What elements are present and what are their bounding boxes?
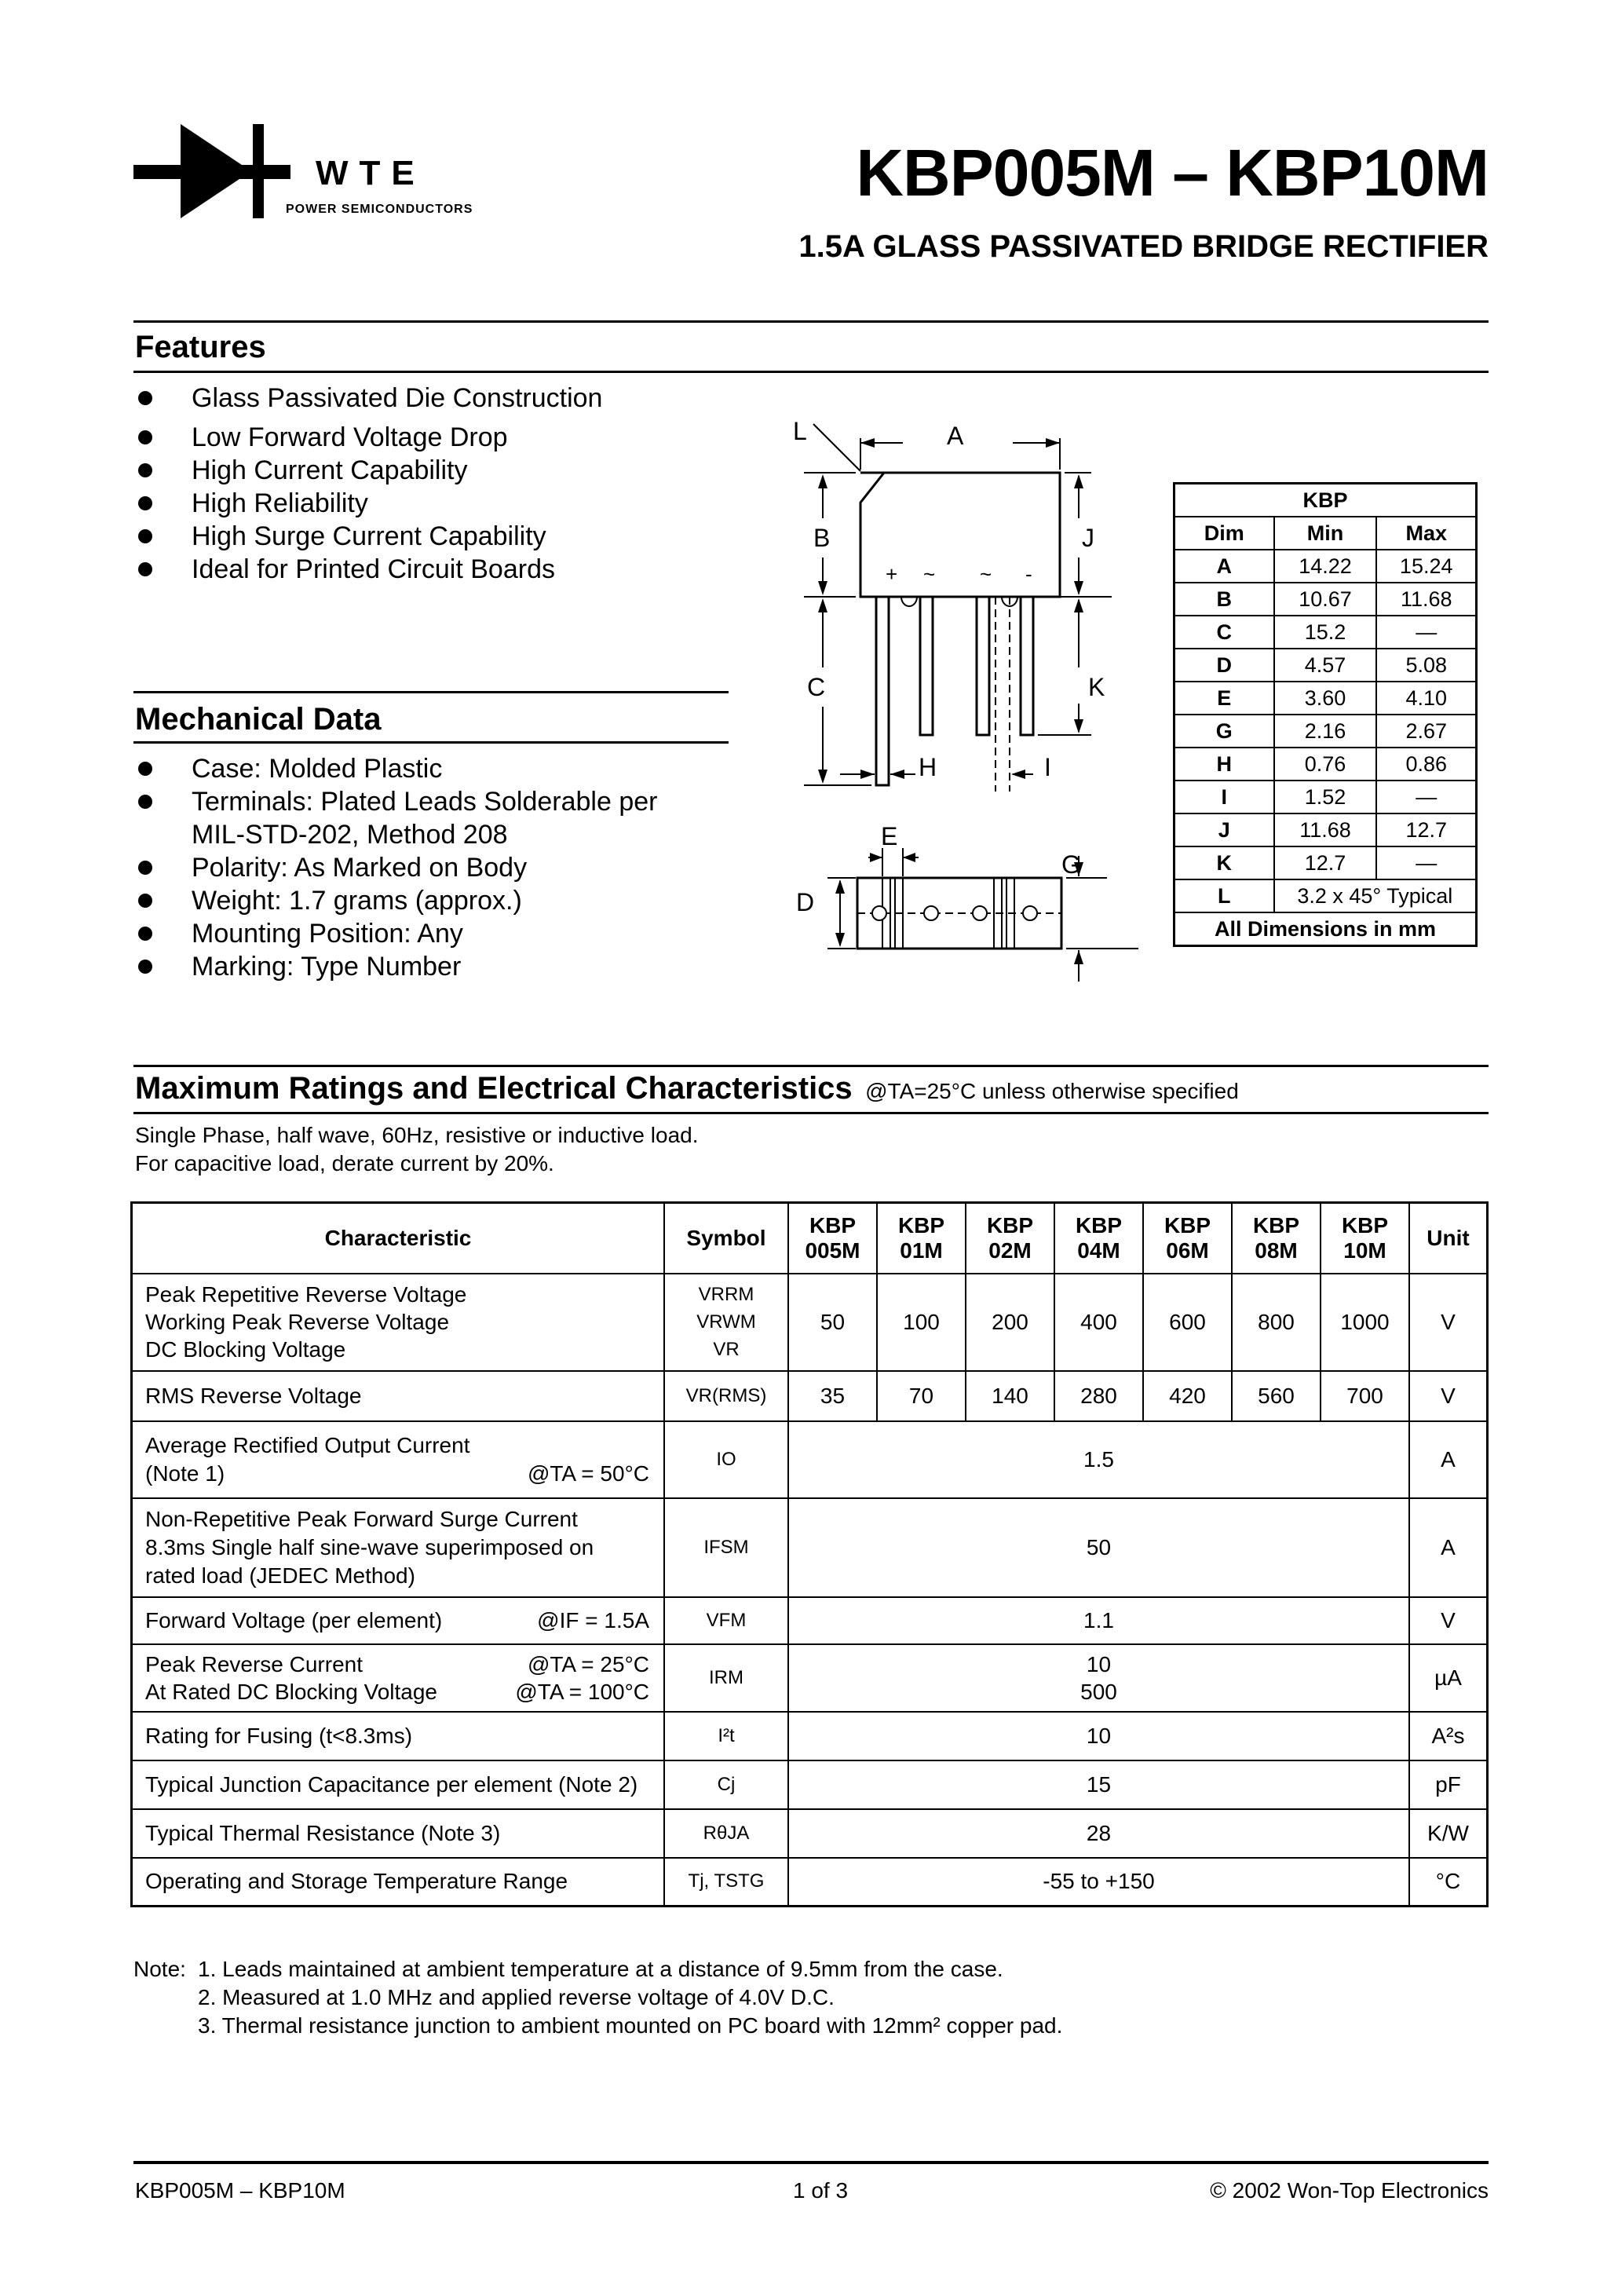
- features-heading: Features: [135, 330, 266, 364]
- value-cell: 15: [788, 1760, 1409, 1809]
- part-header: KBP 04M: [1054, 1203, 1143, 1274]
- table-row: [132, 1274, 1488, 1371]
- dim-row: [1174, 715, 1477, 748]
- page-subtitle: 1.5A GLASS PASSIVATED BRIDGE RECTIFIER: [798, 229, 1489, 264]
- dim-cell: —: [1376, 781, 1476, 813]
- part-header: KBP 01M: [877, 1203, 966, 1274]
- symbol-cell: IO: [664, 1421, 788, 1498]
- symbol-cell: I²t: [664, 1712, 788, 1760]
- list-item: Case: Molded Plastic: [135, 752, 657, 785]
- value-cell: 560: [1232, 1371, 1321, 1421]
- dim-cell: —: [1376, 846, 1476, 879]
- dim-row: [1174, 616, 1477, 649]
- electrical-characteristics-table: [130, 1201, 1489, 1907]
- value-cell: 70: [877, 1371, 966, 1421]
- dim-cell: 4.57: [1274, 649, 1377, 682]
- part-header: KBP 08M: [1232, 1203, 1321, 1274]
- part-header: KBP 02M: [966, 1203, 1054, 1274]
- table-row: [132, 1498, 1488, 1597]
- dim-cell: 4.10: [1376, 682, 1476, 715]
- mechanical-list: [135, 752, 657, 983]
- dim-cell: 0.86: [1376, 748, 1476, 781]
- table-row: [132, 1421, 1488, 1498]
- list-item: Low Forward Voltage Drop: [135, 421, 602, 454]
- divider: [133, 1065, 1489, 1067]
- table-row: [132, 1858, 1488, 1907]
- dim-cell: 5.08: [1376, 649, 1476, 682]
- dim-cell: E: [1174, 682, 1274, 715]
- company-logo: [133, 124, 479, 218]
- dim-cell: 11.68: [1274, 813, 1377, 846]
- page-title: KBP005M – KBP10M: [856, 136, 1489, 210]
- dim-label-K: K: [1088, 673, 1105, 701]
- features-list: [135, 382, 602, 586]
- dim-table-footer: All Dimensions in mm: [1174, 912, 1477, 946]
- pin-label: +: [886, 562, 898, 586]
- dim-cell: C: [1174, 616, 1274, 649]
- dim-label-I: I: [1044, 753, 1051, 781]
- logo-subtitle: POWER SEMICONDUCTORS: [286, 203, 473, 216]
- unit-cell: µA: [1409, 1644, 1488, 1712]
- pin-label: ~: [980, 562, 992, 586]
- unit-cell: °C: [1409, 1858, 1488, 1907]
- characteristic-cell: Typical Junction Capacitance per element (Note 2): [132, 1760, 665, 1809]
- value-cell: 420: [1143, 1371, 1232, 1421]
- symbol-cell: RθJA: [664, 1809, 788, 1858]
- column-header: Unit: [1409, 1203, 1488, 1274]
- notes-prefix: Note:: [133, 1957, 186, 1981]
- unit-cell: V: [1409, 1371, 1488, 1421]
- column-header: Dim: [1174, 517, 1274, 550]
- dim-cell: 15.2: [1274, 616, 1377, 649]
- mechanical-heading: Mechanical Data: [135, 702, 382, 737]
- dim-cell: D: [1174, 649, 1274, 682]
- dim-label-A: A: [947, 422, 964, 450]
- value-cell: 35: [788, 1371, 877, 1421]
- notes: [133, 1955, 1062, 2040]
- dim-row: [1174, 846, 1477, 879]
- dim-cell: 1.52: [1274, 781, 1377, 813]
- dim-label-C: C: [807, 673, 826, 701]
- list-item: High Current Capability: [135, 454, 602, 487]
- value-cell: 280: [1054, 1371, 1143, 1421]
- dim-cell: —: [1376, 616, 1476, 649]
- note-item: 2. Measured at 1.0 MHz and applied reverse voltage of 4.0V D.C.: [198, 1985, 835, 2009]
- value-cell: -55 to +150: [788, 1858, 1409, 1907]
- table-row: [132, 1809, 1488, 1858]
- dim-cell: B: [1174, 583, 1274, 616]
- value-cell: 400: [1054, 1274, 1143, 1371]
- value-cell: 200: [966, 1274, 1054, 1371]
- divider: [133, 1112, 1489, 1114]
- unit-cell: pF: [1409, 1760, 1488, 1809]
- symbol-cell: IFSM: [664, 1498, 788, 1597]
- diode-symbol-icon: [133, 124, 290, 218]
- dim-cell: 11.68: [1376, 583, 1476, 616]
- dim-row: [1174, 583, 1477, 616]
- characteristic-cell: Rating for Fusing (t<8.3ms): [132, 1712, 665, 1760]
- ratings-condition: @TA=25°C unless otherwise specified: [865, 1079, 1239, 1103]
- value-cell: 28: [788, 1809, 1409, 1858]
- unit-cell: A²s: [1409, 1712, 1488, 1760]
- value-cell: 50: [788, 1498, 1409, 1597]
- dim-cell: J: [1174, 813, 1274, 846]
- dim-row: [1174, 682, 1477, 715]
- characteristic-cell: RMS Reverse Voltage: [132, 1371, 665, 1421]
- dim-cell: A: [1174, 550, 1274, 583]
- package-outline-diagram: [777, 408, 1154, 989]
- unit-cell: A: [1409, 1421, 1488, 1498]
- column-header: Max: [1376, 517, 1476, 550]
- note-item: 3. Thermal resistance junction to ambient mounted on PC board with 12mm² copper pad.: [198, 2013, 1063, 2038]
- note-item: 1. Leads maintained at ambient temperature at a distance of 9.5mm from the case.: [198, 1957, 1003, 1981]
- dim-label-D: D: [796, 888, 815, 916]
- value-cell: 1.5: [788, 1421, 1409, 1498]
- logo-text: WTE: [316, 154, 426, 192]
- dim-cell: 15.24: [1376, 550, 1476, 583]
- dim-cell: 2.67: [1376, 715, 1476, 748]
- column-header: Symbol: [664, 1203, 788, 1274]
- symbol-cell: VR(RMS): [664, 1371, 788, 1421]
- pin-label: -: [1025, 562, 1032, 586]
- list-item: Mounting Position: Any: [135, 917, 657, 950]
- dim-cell: 3.60: [1274, 682, 1377, 715]
- unit-cell: K/W: [1409, 1809, 1488, 1858]
- dim-row: [1174, 748, 1477, 781]
- value-cell: 700: [1321, 1371, 1409, 1421]
- list-item: High Reliability: [135, 487, 602, 520]
- symbol-cell: IRM: [664, 1644, 788, 1712]
- value-cell: 100: [877, 1274, 966, 1371]
- symbol-cell: Cj: [664, 1760, 788, 1809]
- value-cell: 140: [966, 1371, 1054, 1421]
- list-item: Weight: 1.7 grams (approx.): [135, 884, 657, 917]
- dim-row: [1174, 550, 1477, 583]
- value-cell: 600: [1143, 1274, 1232, 1371]
- column-header: Characteristic: [132, 1203, 665, 1274]
- dim-cell: 2.16: [1274, 715, 1377, 748]
- symbol-cell: Tj, TSTG: [664, 1858, 788, 1907]
- list-item: Glass Passivated Die Construction: [135, 382, 602, 415]
- table-row: [132, 1712, 1488, 1760]
- value-cell: 10: [788, 1712, 1409, 1760]
- list-item-continuation: MIL-STD-202, Method 208: [192, 820, 508, 850]
- dim-table-title: KBP: [1174, 484, 1477, 517]
- divider: [133, 320, 1489, 323]
- value-cell: 1.1: [788, 1597, 1409, 1644]
- value-cell: 10 500: [788, 1644, 1409, 1712]
- unit-cell: A: [1409, 1498, 1488, 1597]
- table-row: [132, 1760, 1488, 1809]
- dim-table-body: [1174, 550, 1477, 879]
- dim-row: [1174, 649, 1477, 682]
- page-number: 1 of 3: [793, 2178, 849, 2203]
- ratings-heading: Maximum Ratings and Electrical Characteristics: [135, 1071, 853, 1106]
- characteristic-cell: Average Rectified Output Current (Note 1) @TA = 50°C: [132, 1421, 665, 1498]
- characteristic-cell: Peak Repetitive Reverse Voltage Working Peak Reverse Voltage DC Blocking Voltage: [132, 1274, 665, 1371]
- part-header: KBP 005M: [788, 1203, 877, 1274]
- dim-cell: 10.67: [1274, 583, 1377, 616]
- table-row: [132, 1597, 1488, 1644]
- dim-cell: 12.7: [1376, 813, 1476, 846]
- dim-cell: H: [1174, 748, 1274, 781]
- ratings-heading-block: [135, 1071, 1239, 1106]
- characteristic-cell: Forward Voltage (per element) @IF = 1.5A: [132, 1597, 665, 1644]
- table-row: [132, 1644, 1488, 1712]
- list-item: Ideal for Printed Circuit Boards: [135, 553, 602, 586]
- value-cell: 1000: [1321, 1274, 1409, 1371]
- table-row: [132, 1371, 1488, 1421]
- characteristic-cell: Typical Thermal Resistance (Note 3): [132, 1809, 665, 1858]
- dimension-table: [1173, 482, 1478, 947]
- dim-cell: I: [1174, 781, 1274, 813]
- dim-cell: L: [1174, 879, 1274, 912]
- value-cell: 800: [1232, 1274, 1321, 1371]
- column-header: Min: [1274, 517, 1377, 550]
- ratings-intro: Single Phase, half wave, 60Hz, resistive or inductive load. For capacitive load, derate current by 20%.: [135, 1123, 699, 1175]
- footer-right: © 2002 Won-Top Electronics: [1210, 2178, 1489, 2203]
- list-item: Terminals: Plated Leads Solderable per: [135, 785, 657, 818]
- dim-row: [1174, 813, 1477, 846]
- dim-label-H: H: [919, 753, 937, 781]
- dim-label-L: L: [793, 417, 807, 445]
- divider: [133, 2161, 1489, 2164]
- symbol-cell: VRRM VRWM VR: [664, 1274, 788, 1371]
- divider: [133, 741, 729, 744]
- dim-cell: 12.7: [1274, 846, 1377, 879]
- dim-cell: K: [1174, 846, 1274, 879]
- dim-cell: 14.22: [1274, 550, 1377, 583]
- characteristic-cell: Peak Reverse Current @TA = 25°C At Rated DC Blocking Voltage @TA = 100°C: [132, 1644, 665, 1712]
- divider: [133, 691, 729, 693]
- dim-label-G: G: [1061, 850, 1081, 879]
- dim-cell: 3.2 x 45° Typical: [1274, 879, 1477, 912]
- footer-left: KBP005M – KBP10M: [135, 2178, 345, 2203]
- list-item: High Surge Current Capability: [135, 520, 602, 553]
- part-header: KBP 06M: [1143, 1203, 1232, 1274]
- unit-cell: V: [1409, 1274, 1488, 1371]
- dim-label-J: J: [1082, 524, 1094, 552]
- dim-cell: G: [1174, 715, 1274, 748]
- characteristic-cell: Non-Repetitive Peak Forward Surge Current 8.3ms Single half sine-wave superimposed on rated load (JEDEC Method): [132, 1498, 665, 1597]
- list-item: Polarity: As Marked on Body: [135, 851, 657, 884]
- characteristic-cell: Operating and Storage Temperature Range: [132, 1858, 665, 1907]
- dim-cell: 0.76: [1274, 748, 1377, 781]
- dim-row: [1174, 781, 1477, 813]
- unit-cell: V: [1409, 1597, 1488, 1644]
- pin-label: ~: [923, 562, 936, 586]
- dim-label-B: B: [813, 524, 831, 552]
- divider: [133, 371, 1489, 373]
- dim-label-E: E: [881, 822, 898, 850]
- list-item: Marking: Type Number: [135, 950, 657, 983]
- symbol-cell: VFM: [664, 1597, 788, 1644]
- part-header: KBP 10M: [1321, 1203, 1409, 1274]
- value-cell: 50: [788, 1274, 877, 1371]
